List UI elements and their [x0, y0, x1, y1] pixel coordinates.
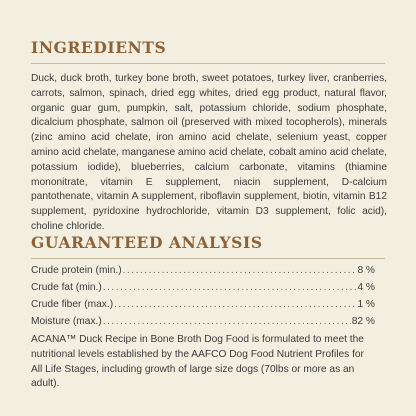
- guaranteed-analysis-heading: GUARANTEED ANALYSIS: [31, 233, 263, 252]
- analysis-value: 1 %: [357, 299, 375, 310]
- analysis-label: Crude fat (min.): [31, 282, 102, 293]
- aafco-statement: ACANA™ Duck Recipe in Bone Broth Dog Food is formulated to meet the nutritional levels established by the AAFCO Dog Food Nutrient Profiles for All Life Stages, including growth of large size dogs (70lbs or more as an adult).: [31, 334, 364, 390]
- leader-dots: [103, 282, 357, 293]
- ingredients-divider: [31, 63, 385, 64]
- analysis-label: Moisture (max.): [31, 316, 102, 327]
- leader-dots: [103, 316, 351, 327]
- analysis-value: 82 %: [351, 316, 375, 327]
- analysis-row-crude-protein: [31, 265, 375, 282]
- analysis-row-crude-fiber: [31, 299, 375, 316]
- analysis-table: [31, 265, 375, 333]
- leader-dots: [114, 299, 356, 310]
- analysis-row-crude-fat: [31, 282, 375, 299]
- analysis-label: Crude fiber (max.): [31, 299, 114, 310]
- analysis-divider: [31, 258, 385, 259]
- analysis-value: 8 %: [357, 265, 375, 276]
- leader-dots: [123, 265, 357, 276]
- analysis-row-moisture: [31, 316, 375, 333]
- ingredients-list: Duck, duck broth, turkey bone broth, sweet potatoes, turkey liver, cranberries, carrots, salmon, spinach, dried egg whites, dried egg product, natural flavor, organic guar gum, pumpkin, salt, potassium chloride, sodium phosphate, dicalcium phosphate, salmon oil (preserved with mixed tocopherols), minerals (zinc amino acid chelate, iron amino acid chelate, selenium yeast, copper amino acid chelate, manganese amino acid chelate, cobalt amino acid chelate, potassium iodide), blueberries, calcium carbonate, vitamins (thiamine mononitrate, vitamin E supplement, niacin supplement, D-calcium pantothenate, vitamin A supplement, riboflavin supplement, biotin, vitamin B12 supplement, pyridoxine hydrochloride, vitamin D3 supplement, folic acid), choline chloride.: [31, 73, 387, 232]
- analysis-label: Crude protein (min.): [31, 265, 122, 276]
- analysis-value: 4 %: [357, 282, 375, 293]
- ingredients-heading: INGREDIENTS: [31, 38, 167, 57]
